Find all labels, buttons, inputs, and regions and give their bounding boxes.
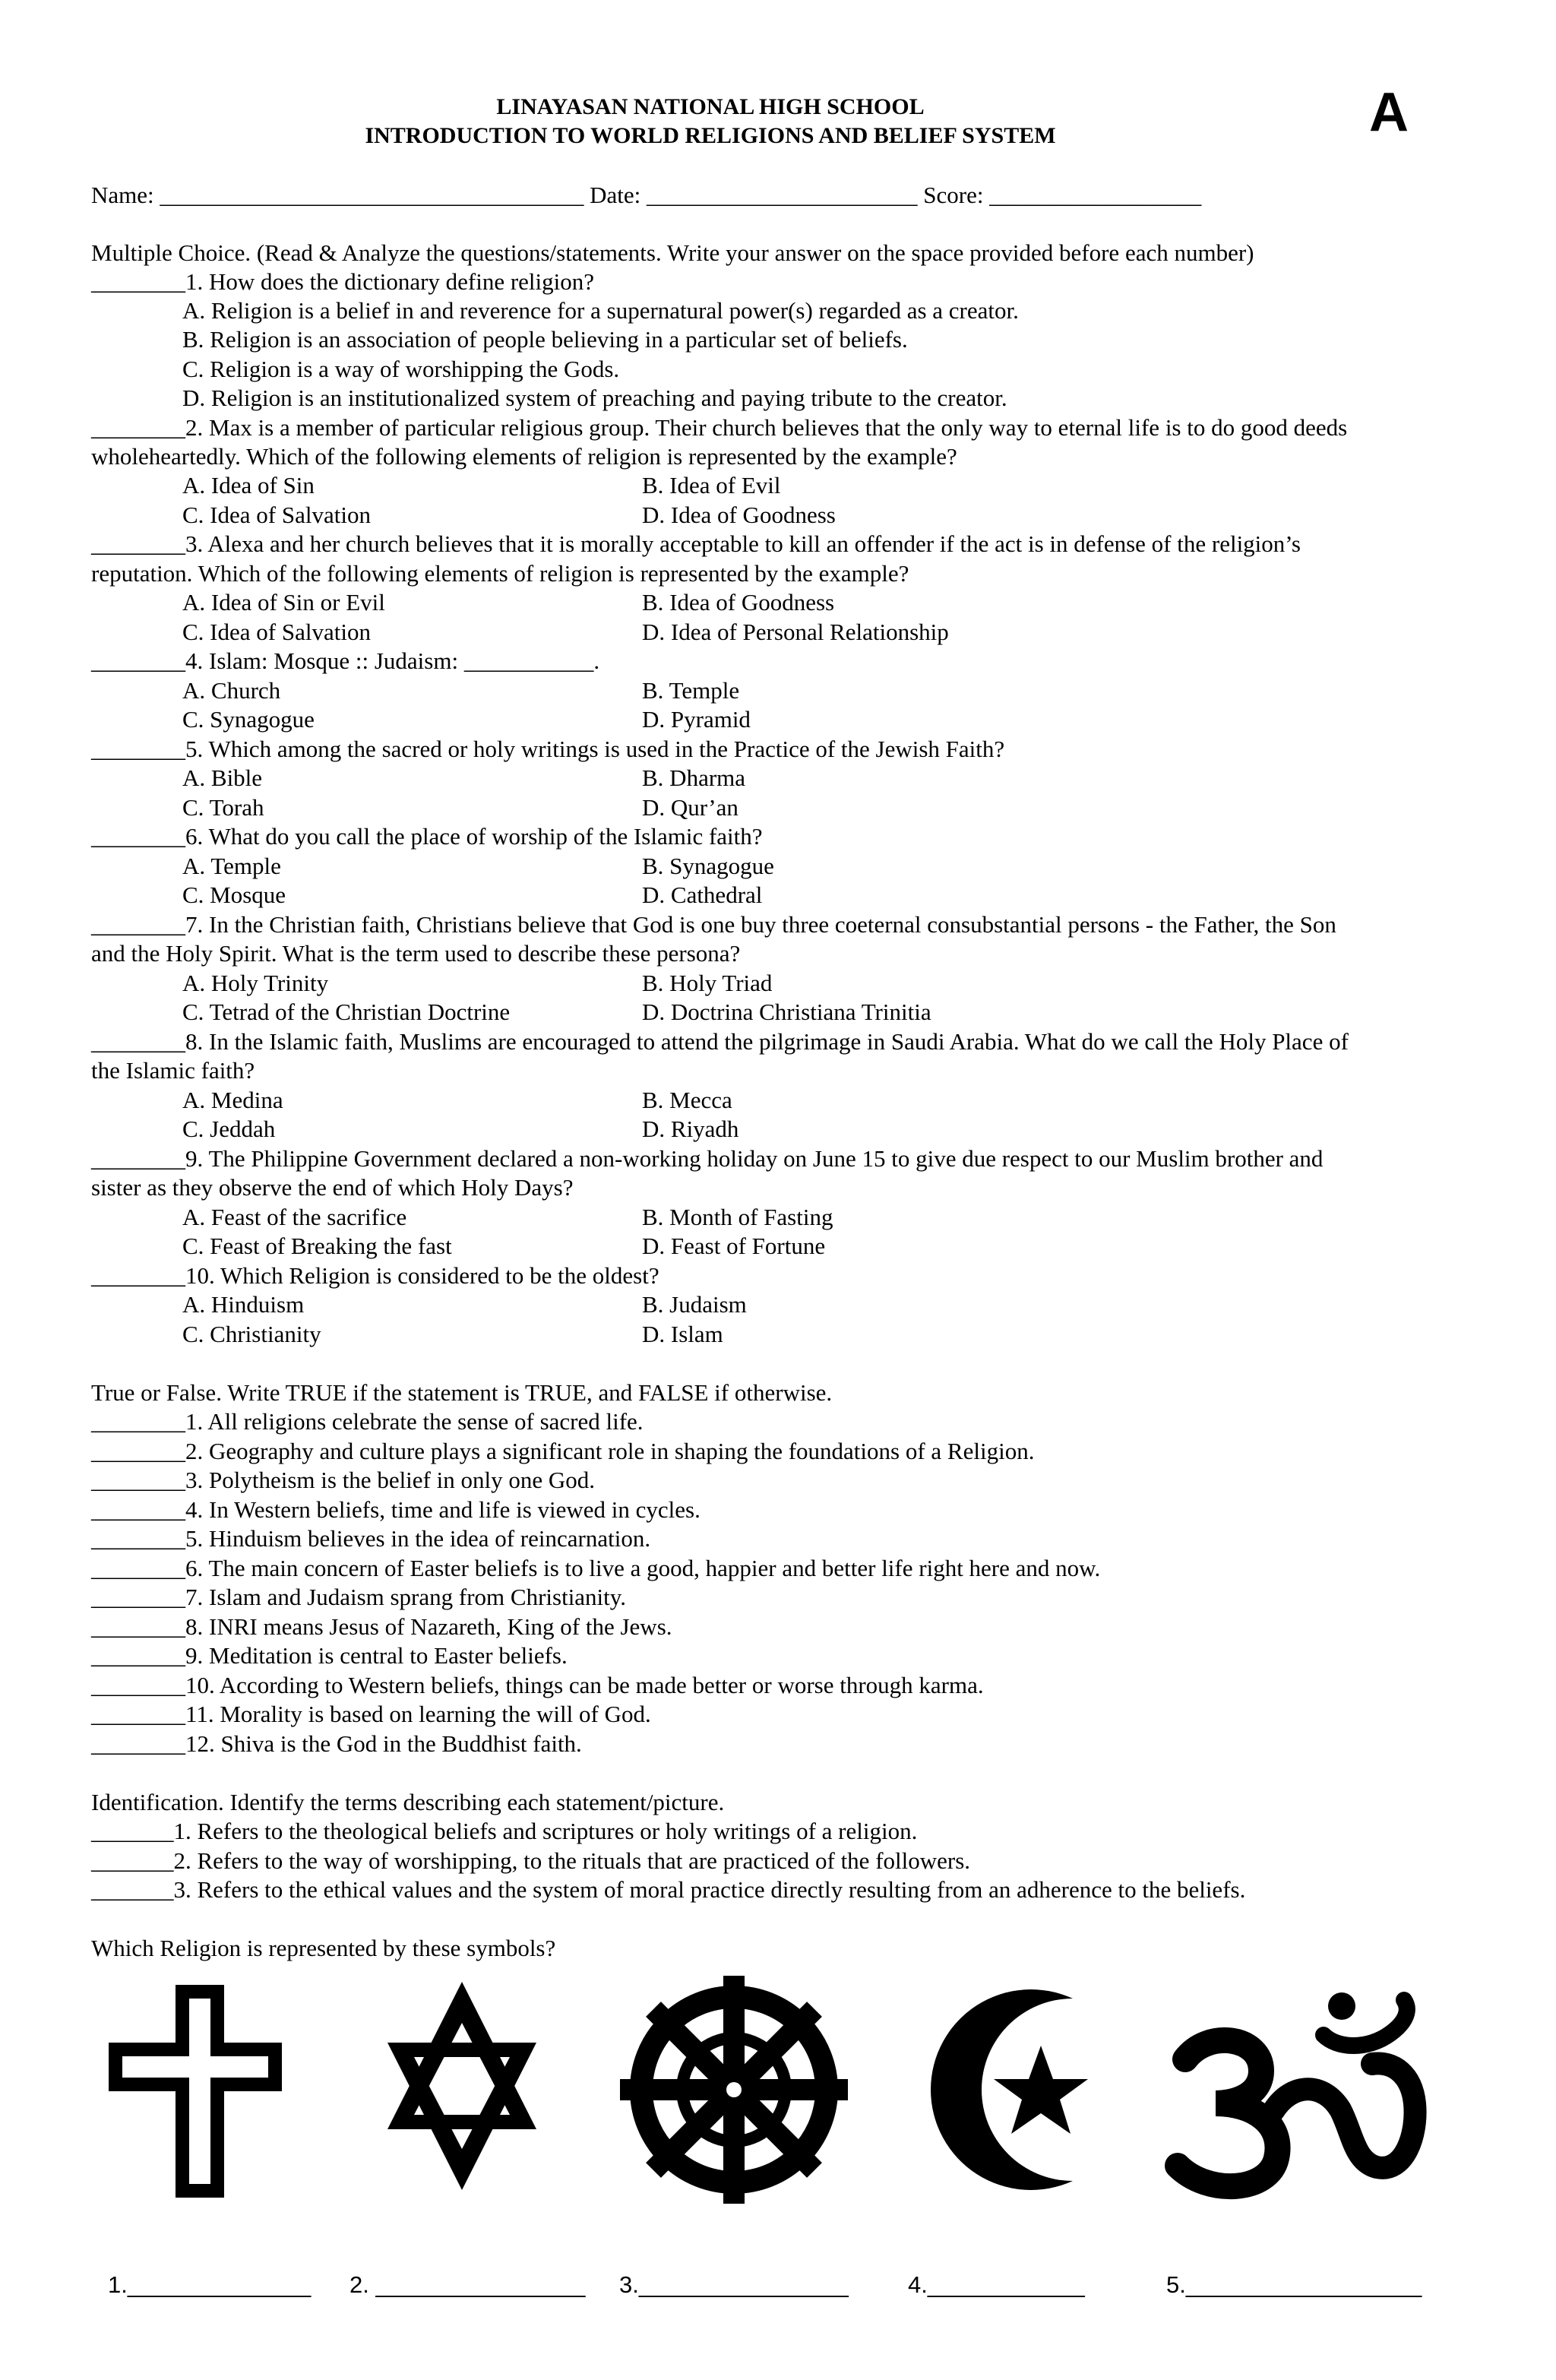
mc-question-3-line-1: ________3. Alexa and her church believes that it is morally acceptable to kill an offender if the act is in defense of the religion’s (91, 530, 1301, 557)
mc-q8-choice-d: D. Riyadh (642, 1116, 739, 1142)
mc-q6-choice-b: B. Synagogue (642, 853, 774, 879)
mc-q4-choice-d: D. Pyramid (642, 706, 751, 733)
tf-item: ________2. Geography and culture plays a significant role in shaping the foundations of a Religion. (91, 1438, 1035, 1464)
mc-question-8-line-2: the Islamic faith? (91, 1057, 255, 1084)
mc-q5-choice-d: D. Qur’an (642, 794, 738, 821)
mc-q3-choice-c: C. Idea of Salvation (182, 619, 371, 645)
tf-item: ________4. In Western beliefs, time and life is viewed in cycles. (91, 1496, 701, 1523)
tf-item: ________11. Morality is based on learning the will of God. (91, 1701, 651, 1727)
mc-q7-choice-d: D. Doctrina Christiana Trinitia (642, 999, 931, 1025)
mc-q6-choice-a: A. Temple (182, 853, 281, 879)
mc-question-9-line-2: sister as they observe the end of which Holy Days? (91, 1174, 574, 1201)
mc-q9-choice-c: C. Feast of Breaking the fast (182, 1233, 452, 1259)
mc-q1-choice-a: A. Religion is a belief in and reverence for a supernatural power(s) regarded as a creator. (182, 297, 1019, 324)
mc-question-7-line-1: ________7. In the Christian faith, Christians believe that God is one buy three coeternal consubstantial persons - the Father, the Son (91, 911, 1336, 938)
subject-title: INTRODUCTION TO WORLD RELIGIONS AND BELIEF SYSTEM (365, 123, 1056, 148)
mc-question-8-line-1: ________8. In the Islamic faith, Muslims are encouraged to attend the pilgrimage in Saudi Arabia. What do we call the Holy Place of (91, 1028, 1349, 1055)
mc-q10-choice-b: B. Judaism (642, 1291, 747, 1318)
om-icon (1178, 1992, 1415, 2186)
mc-instructions: Multiple Choice. (Read & Analyze the questions/statements. Write your answer on the space provided before each number) (91, 239, 1254, 266)
ident-item: _______1. Refers to the theological beliefs and scriptures or holy writings of a religion. (91, 1818, 918, 1844)
mc-q3-choice-a: A. Idea of Sin or Evil (182, 589, 385, 616)
mc-q9-choice-b: B. Month of Fasting (642, 1204, 833, 1230)
mc-question-2-line-1: ________2. Max is a member of particular religious group. Their church believes that the only way to eternal life is to do good deeds (91, 414, 1348, 441)
religious-symbols (0, 1976, 1556, 2204)
tf-item: ________7. Islam and Judaism sprang from Christianity. (91, 1584, 627, 1610)
tf-item: ________5. Hinduism believes in the idea of reincarnation. (91, 1525, 651, 1552)
tf-item: ________1. All religions celebrate the sense of sacred life. (91, 1408, 644, 1435)
tf-item: ________6. The main concern of Easter beliefs is to live a good, happier and better life right here and now. (91, 1555, 1101, 1581)
mc-question-7-line-2: and the Holy Spirit. What is the term used to describe these persona? (91, 940, 741, 967)
mc-question-5: ________5. Which among the sacred or holy writings is used in the Practice of the Jewish Faith? (91, 736, 1005, 762)
dharma-wheel-icon (620, 1976, 848, 2204)
tf-instructions: True or False. Write TRUE if the statement is TRUE, and FALSE if otherwise. (91, 1379, 833, 1406)
mc-q1-choice-d: D. Religion is an institutionalized system of preaching and paying tribute to the creator. (182, 385, 1007, 411)
mc-question-9-line-1: ________9. The Philippine Government declared a non-working holiday on June 15 to give due respect to our Muslim brother and (91, 1145, 1324, 1172)
star-of-david-icon (387, 1982, 536, 2190)
ident-item: _______3. Refers to the ethical values and the system of moral practice directly resulting from an adherence to the beliefs. (91, 1876, 1246, 1903)
mc-q3-choice-d: D. Idea of Personal Relationship (642, 619, 949, 645)
mc-q10-choice-c: C. Christianity (182, 1321, 321, 1347)
mc-q10-choice-d: D. Islam (642, 1321, 723, 1347)
mc-question-4: ________4. Islam: Mosque :: Judaism: ___________. (91, 647, 600, 674)
symbols-question: Which Religion is represented by these symbols? (91, 1935, 556, 1961)
mc-question-2-line-2: wholeheartedly. Which of the following elements of religion is represented by the example? (91, 443, 957, 470)
mc-q6-choice-d: D. Cathedral (642, 881, 763, 908)
tf-item: ________10. According to Western beliefs, things can be made better or worse through karma. (91, 1672, 984, 1698)
mc-q10-choice-a: A. Hinduism (182, 1291, 305, 1318)
mc-q9-choice-a: A. Feast of the sacrifice (182, 1204, 407, 1230)
mc-q5-choice-b: B. Dharma (642, 764, 746, 791)
ident-item: _______2. Refers to the way of worshipping, to the rituals that are practiced of the followers. (91, 1847, 971, 1874)
mc-q4-choice-a: A. Church (182, 677, 281, 704)
crescent-star-icon (931, 1989, 1088, 2190)
mc-q8-choice-c: C. Jeddah (182, 1116, 276, 1142)
cross-icon (109, 1985, 282, 2198)
symbol-answer-3[interactable]: 3.________________ (619, 2271, 849, 2298)
mc-q2-choice-c: C. Idea of Salvation (182, 502, 371, 528)
mc-q7-choice-b: B. Holy Triad (642, 970, 773, 996)
mc-question-6: ________6. What do you call the place of worship of the Islamic faith? (91, 823, 763, 850)
symbol-answer-5[interactable]: 5.__________________ (1166, 2271, 1422, 2298)
mc-q1-choice-b: B. Religion is an association of people believing in a particular set of beliefs. (182, 326, 908, 353)
mc-q8-choice-b: B. Mecca (642, 1087, 732, 1113)
mc-q6-choice-c: C. Mosque (182, 881, 286, 908)
mc-q2-choice-a: A. Idea of Sin (182, 472, 315, 498)
mc-q2-choice-d: D. Idea of Goodness (642, 502, 836, 528)
mc-question-3-line-2: reputation. Which of the following elements of religion is represented by the example? (91, 560, 909, 587)
mc-question-10: ________10. Which Religion is considered to be the oldest? (91, 1262, 659, 1289)
mc-q5-choice-c: C. Torah (182, 794, 264, 821)
mc-q8-choice-a: A. Medina (182, 1087, 283, 1113)
mc-q9-choice-d: D. Feast of Fortune (642, 1233, 826, 1259)
mc-q7-choice-c: C. Tetrad of the Christian Doctrine (182, 999, 511, 1025)
school-name: LINAYASAN NATIONAL HIGH SCHOOL (496, 94, 925, 119)
mc-q3-choice-b: B. Idea of Goodness (642, 589, 835, 616)
mc-q2-choice-b: B. Idea of Evil (642, 472, 781, 498)
symbol-answer-4[interactable]: 4.____________ (908, 2271, 1085, 2298)
mc-q5-choice-a: A. Bible (182, 764, 263, 791)
mc-q4-choice-b: B. Temple (642, 677, 740, 704)
symbol-answer-2[interactable]: 2. ________________ (349, 2271, 586, 2298)
student-info-line: Name: ____________________________________ Date: _______________________ Score: __________________ (91, 182, 1202, 208)
ident-instructions: Identification. Identify the terms describing each statement/picture. (91, 1789, 725, 1815)
tf-item: ________8. INRI means Jesus of Nazareth, King of the Jews. (91, 1613, 672, 1640)
tf-item: ________9. Meditation is central to Easter beliefs. (91, 1642, 568, 1669)
mc-question-1: ________1. How does the dictionary define religion? (91, 268, 595, 295)
symbol-answer-1[interactable]: 1.______________ (108, 2271, 312, 2298)
mc-q4-choice-c: C. Synagogue (182, 706, 315, 733)
set-letter: A (1369, 82, 1409, 143)
tf-item: ________12. Shiva is the God in the Buddhist faith. (91, 1730, 582, 1757)
mc-q7-choice-a: A. Holy Trinity (182, 970, 329, 996)
tf-item: ________3. Polytheism is the belief in only one God. (91, 1467, 596, 1493)
mc-q1-choice-c: C. Religion is a way of worshipping the Gods. (182, 356, 620, 382)
